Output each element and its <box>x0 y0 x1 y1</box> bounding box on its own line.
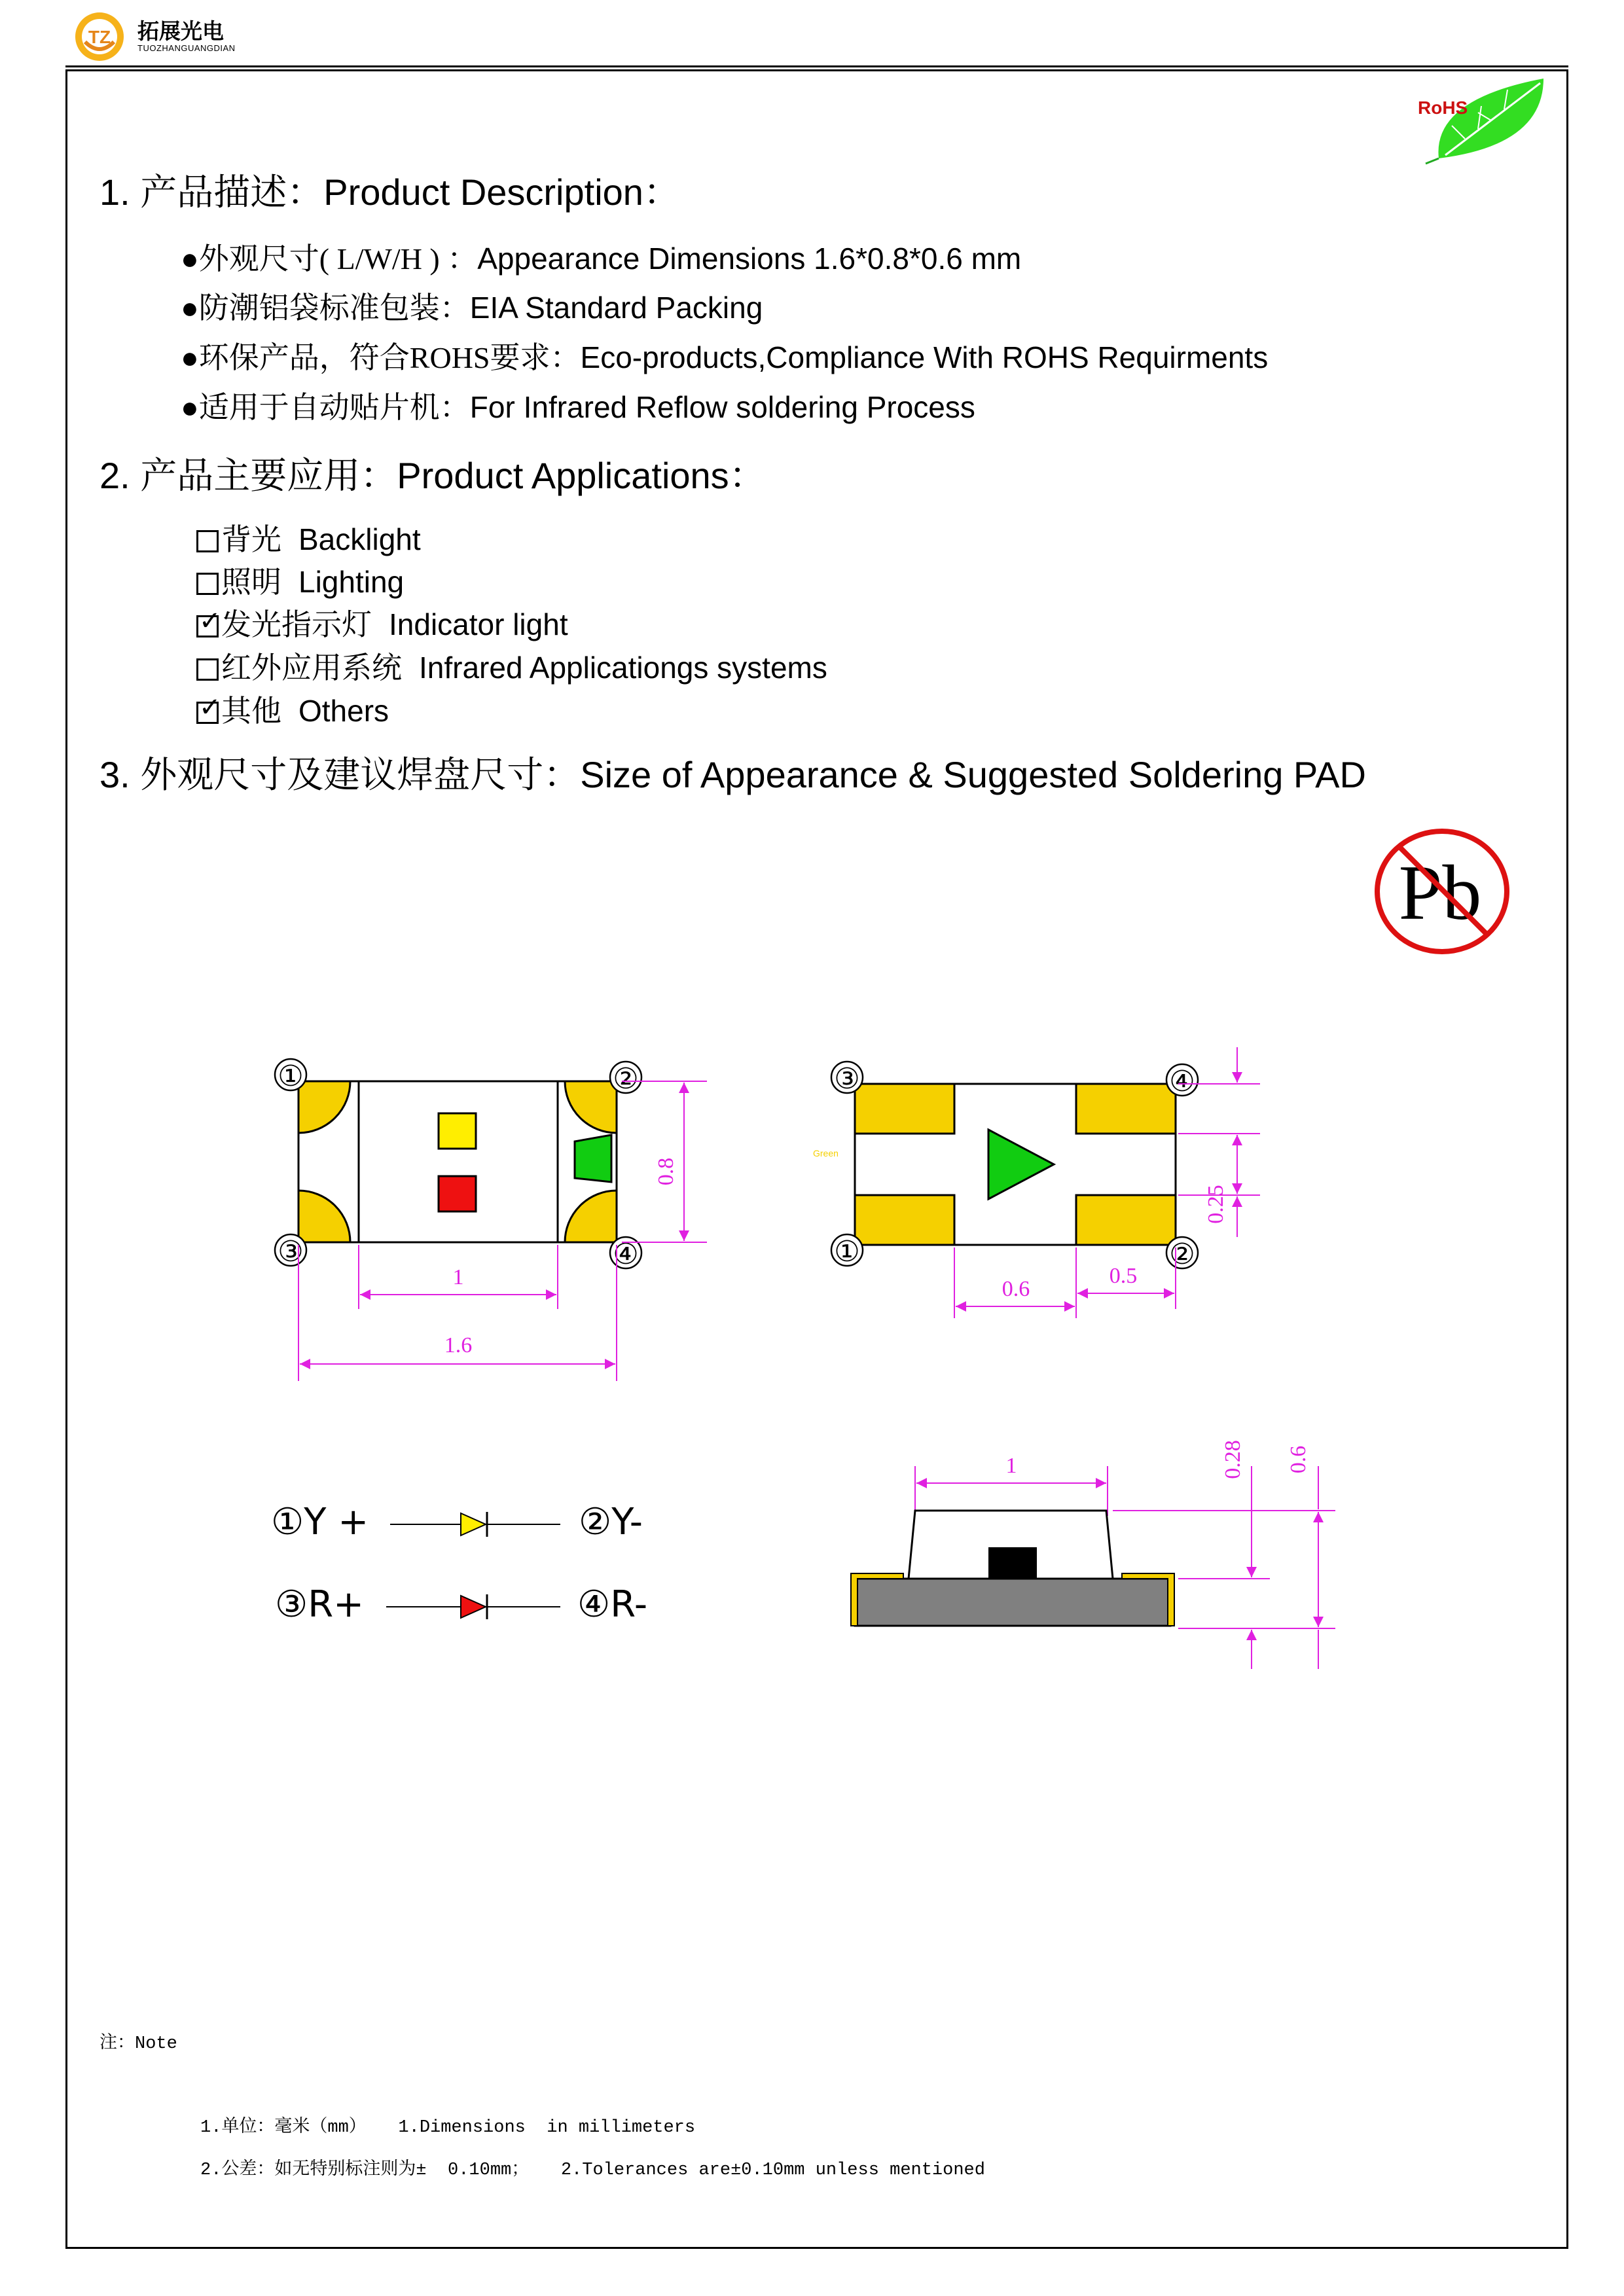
section2-title: 2. 产品主要应用：Product Applications： <box>99 455 766 496</box>
bullet-marker: ● <box>181 242 199 276</box>
bullet-marker: ● <box>181 340 199 374</box>
solder-pad <box>855 1195 954 1245</box>
solder-pad <box>1076 1195 1176 1245</box>
pin-label: ① <box>278 1060 304 1093</box>
dim-inner: 1 <box>452 1265 464 1289</box>
pin-label: ② <box>1169 1238 1195 1271</box>
bullet-marker: ● <box>181 291 199 325</box>
application-item: 背光 Backlight <box>196 516 421 559</box>
logo-letter: TZ <box>88 27 111 47</box>
dim-height: 0.8 <box>654 1157 678 1186</box>
pin-label: ④ <box>1169 1065 1195 1098</box>
pin-label: ① <box>834 1235 860 1268</box>
checkbox-checked: ✓ <box>196 702 219 724</box>
dim-mid: 0.28 <box>1221 1440 1245 1479</box>
company-name-cn: 拓展光电 <box>137 19 224 43</box>
application-item: ✓ 其他 Others <box>196 687 389 730</box>
note-item: 2.公差：如无特别标注则为± 0.10mm； 2.Tolerances are±0.10mm unless mentioned <box>200 2161 985 2180</box>
bullet-item: ●外观尺寸( L/W/H ) ：Appearance Dimensions 1.6*0.8*0.6 mm <box>181 242 1022 276</box>
pad-view <box>813 1047 1260 1318</box>
pb-text: Pb <box>1398 849 1482 936</box>
section1-title: 1. 产品描述：Product Description： <box>99 171 680 213</box>
label-r-minus: ④R- <box>577 1583 648 1626</box>
rohs-text: RoHS <box>1418 98 1468 118</box>
bullet-marker: ● <box>181 390 199 424</box>
pin-label: ④ <box>613 1238 639 1271</box>
solder-pad <box>855 1084 954 1134</box>
checkbox-checked: ✓ <box>196 615 219 637</box>
bullet-item: ●环保产品，符合ROHS要求：Eco-products,Compliance With ROHS Requirments <box>181 340 1269 374</box>
label-y-minus: ②Y- <box>579 1501 643 1543</box>
pcb-body <box>855 1579 1170 1626</box>
dim-length: 1.6 <box>444 1333 473 1357</box>
side-view <box>851 1440 1335 1669</box>
top-view <box>275 1059 707 1381</box>
pin-label: ③ <box>834 1062 860 1096</box>
dim-gap: 0.25 <box>1204 1185 1228 1224</box>
bullet-item: ●防潮铝袋标准包装：EIA Standard Packing <box>181 291 763 325</box>
label-y-plus: ①Y + <box>271 1501 369 1543</box>
dim-top: 1 <box>1005 1454 1017 1478</box>
application-item: 红外应用系统 Infrared Applicationgs systems <box>196 644 827 687</box>
tiny-label: Green <box>813 1148 839 1158</box>
circuit-diagram <box>271 1501 647 1626</box>
red-diode <box>461 1596 486 1618</box>
bullet-item: ●适用于自动贴片机：For Infrared Reflow soldering Process <box>181 390 975 424</box>
application-item: ✓ 发光指示灯 Indicator light <box>196 601 568 644</box>
yellow-chip <box>439 1113 476 1149</box>
yellow-diode <box>461 1513 486 1535</box>
pin-label: ② <box>613 1062 639 1096</box>
led-body <box>298 1081 617 1242</box>
dim-pad: 0.5 <box>1109 1264 1138 1288</box>
red-chip <box>439 1176 476 1211</box>
dim-total: 0.6 <box>1286 1445 1310 1474</box>
company-name-en: TUOZHANGUANGDIAN <box>137 43 236 53</box>
note-item: 1.单位：毫米（mm） 1.Dimensions in millimeters <box>200 2118 696 2138</box>
dim-center: 0.6 <box>1001 1277 1030 1301</box>
application-item: 照明 Lighting <box>196 558 404 601</box>
label-r-plus: ③R+ <box>275 1583 365 1626</box>
pin-label: ③ <box>278 1235 304 1268</box>
die <box>988 1547 1037 1579</box>
solder-pad <box>1076 1084 1176 1134</box>
section3-title: 3. 外观尺寸及建议焊盘尺寸：Size of Appearance & Suggested Soldering PAD <box>99 754 1366 795</box>
note-label: 注：Note <box>99 2034 177 2054</box>
green-cathode-mark <box>575 1135 611 1182</box>
